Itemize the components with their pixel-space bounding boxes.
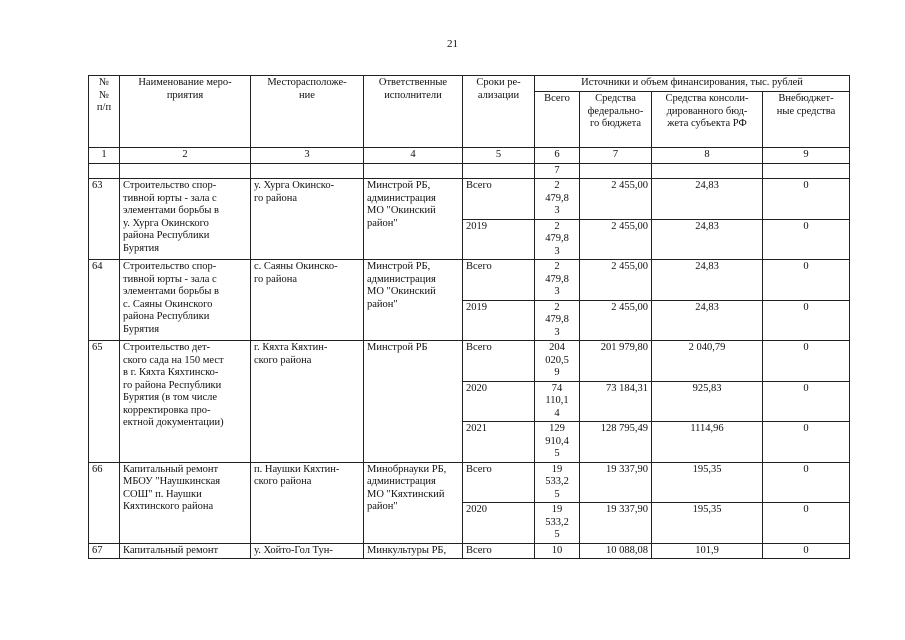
col-number: 4 [364,148,463,164]
row-total: 74 110,1 4 [535,381,580,422]
row-extrabudget: 0 [763,300,850,341]
header-total: Всего [535,92,580,148]
column-number-row [89,148,850,164]
row-total: 2 479,8 3 [535,260,580,301]
row-num: 67 [89,543,120,559]
row-total: 19 533,2 5 [535,462,580,503]
extra-row-value: 7 [535,163,580,179]
row-federal: 2 455,00 [580,219,652,260]
row-consolidated: 24,83 [652,260,763,301]
row-name: Капитальный ремонт МБОУ "Наушкинская СОШ" п. Наушки Кяхтинского района [120,462,251,543]
col-number: 5 [463,148,535,164]
header-location: Месторасположе- ние [251,76,364,148]
col-number: 8 [652,148,763,164]
row-total: 204 020,5 9 [535,341,580,382]
row-total: 2 479,8 3 [535,179,580,220]
row-consolidated: 925,83 [652,381,763,422]
row-executors: Минстрой РБ [364,341,463,463]
row-federal: 128 795,49 [580,422,652,463]
row-consolidated: 24,83 [652,179,763,220]
row-consolidated: 24,83 [652,300,763,341]
table-row [89,179,850,220]
row-extrabudget: 0 [763,341,850,382]
header-name: Наименование меро- приятия [120,76,251,148]
header-num: № № п/п [89,76,120,148]
header-extrabudget: Внебюджет- ные средства [763,92,850,148]
row-period: 2020 [463,381,535,422]
table-row [89,341,850,382]
row-period: Всего [463,179,535,220]
row-name: Строительство спор- тивной юрты - зала с элементами борьбы в у. Хурга Окинского района Республики Бурятия [120,179,251,260]
row-total: 2 479,8 3 [535,300,580,341]
col-number: 2 [120,148,251,164]
row-extrabudget: 0 [763,422,850,463]
row-extrabudget: 0 [763,219,850,260]
row-name: Строительство спор- тивной юрты - зала с элементами борьбы в с. Саяны Окинского района Республики Бурятия [120,260,251,341]
col-number: 7 [580,148,652,164]
header-executors: Ответственные исполнители [364,76,463,148]
row-location: у. Хойто-Гол Тун- [251,543,364,559]
row-executors: Минкультуры РБ, [364,543,463,559]
row-extrabudget: 0 [763,543,850,559]
row-period: Всего [463,462,535,503]
header-consolidated: Средства консоли- дированного бюд- жета субъекта РФ [652,92,763,148]
row-consolidated: 101,9 [652,543,763,559]
row-num: 65 [89,341,120,463]
row-total: 19 533,2 5 [535,503,580,544]
row-federal: 19 337,90 [580,462,652,503]
row-consolidated: 1114,96 [652,422,763,463]
row-consolidated: 2 040,79 [652,341,763,382]
header-deadlines: Сроки ре- ализации [463,76,535,148]
table-row [89,462,850,503]
row-location: с. Саяны Окинско- го района [251,260,364,341]
row-federal: 201 979,80 [580,341,652,382]
row-federal: 19 337,90 [580,503,652,544]
row-period: 2019 [463,219,535,260]
row-federal: 2 455,00 [580,179,652,220]
row-consolidated: 195,35 [652,462,763,503]
row-period: Всего [463,341,535,382]
row-total: 129 910,4 5 [535,422,580,463]
row-executors: Минстрой РБ, администрация МО "Окинский район" [364,179,463,260]
row-extrabudget: 0 [763,462,850,503]
col-number: 1 [89,148,120,164]
row-name: Строительство дет- ского сада на 150 мест в г. Кяхта Кяхтинско- го района Республики Бурятия (в том числе корректировка про- ектной документации) [120,341,251,463]
row-federal: 73 184,31 [580,381,652,422]
row-extrabudget: 0 [763,179,850,220]
row-executors: Минобрнауки РБ, администрация МО "Кяхтинский район" [364,462,463,543]
row-extrabudget: 0 [763,381,850,422]
row-location: п. Наушки Кяхтин- ского района [251,462,364,543]
row-federal: 10 088,08 [580,543,652,559]
row-federal: 2 455,00 [580,300,652,341]
header-sources: Источники и объем финансирования, тыс. рублей [535,76,850,92]
col-number: 9 [763,148,850,164]
row-period: 2020 [463,503,535,544]
row-name: Капитальный ремонт [120,543,251,559]
row-total: 2 479,8 3 [535,219,580,260]
row-num: 66 [89,462,120,543]
row-location: у. Хурга Окинско- го района [251,179,364,260]
col-number: 6 [535,148,580,164]
row-location: г. Кяхта Кяхтин- ского района [251,341,364,463]
row-executors: Минстрой РБ, администрация МО "Окинский район" [364,260,463,341]
header-federal: Средства федерально- го бюджета [580,92,652,148]
table-row [89,543,850,559]
table-row [89,260,850,301]
row-federal: 2 455,00 [580,260,652,301]
row-period: 2019 [463,300,535,341]
row-num: 63 [89,179,120,260]
row-period: Всего [463,543,535,559]
page-number: 21 [447,38,458,50]
financing-table [88,75,850,559]
row-total: 10 [535,543,580,559]
row-extrabudget: 0 [763,503,850,544]
row-consolidated: 195,35 [652,503,763,544]
row-extrabudget: 0 [763,260,850,301]
row-consolidated: 24,83 [652,219,763,260]
row-period: Всего [463,260,535,301]
extra-row [89,163,850,179]
col-number: 3 [251,148,364,164]
row-period: 2021 [463,422,535,463]
row-num: 64 [89,260,120,341]
